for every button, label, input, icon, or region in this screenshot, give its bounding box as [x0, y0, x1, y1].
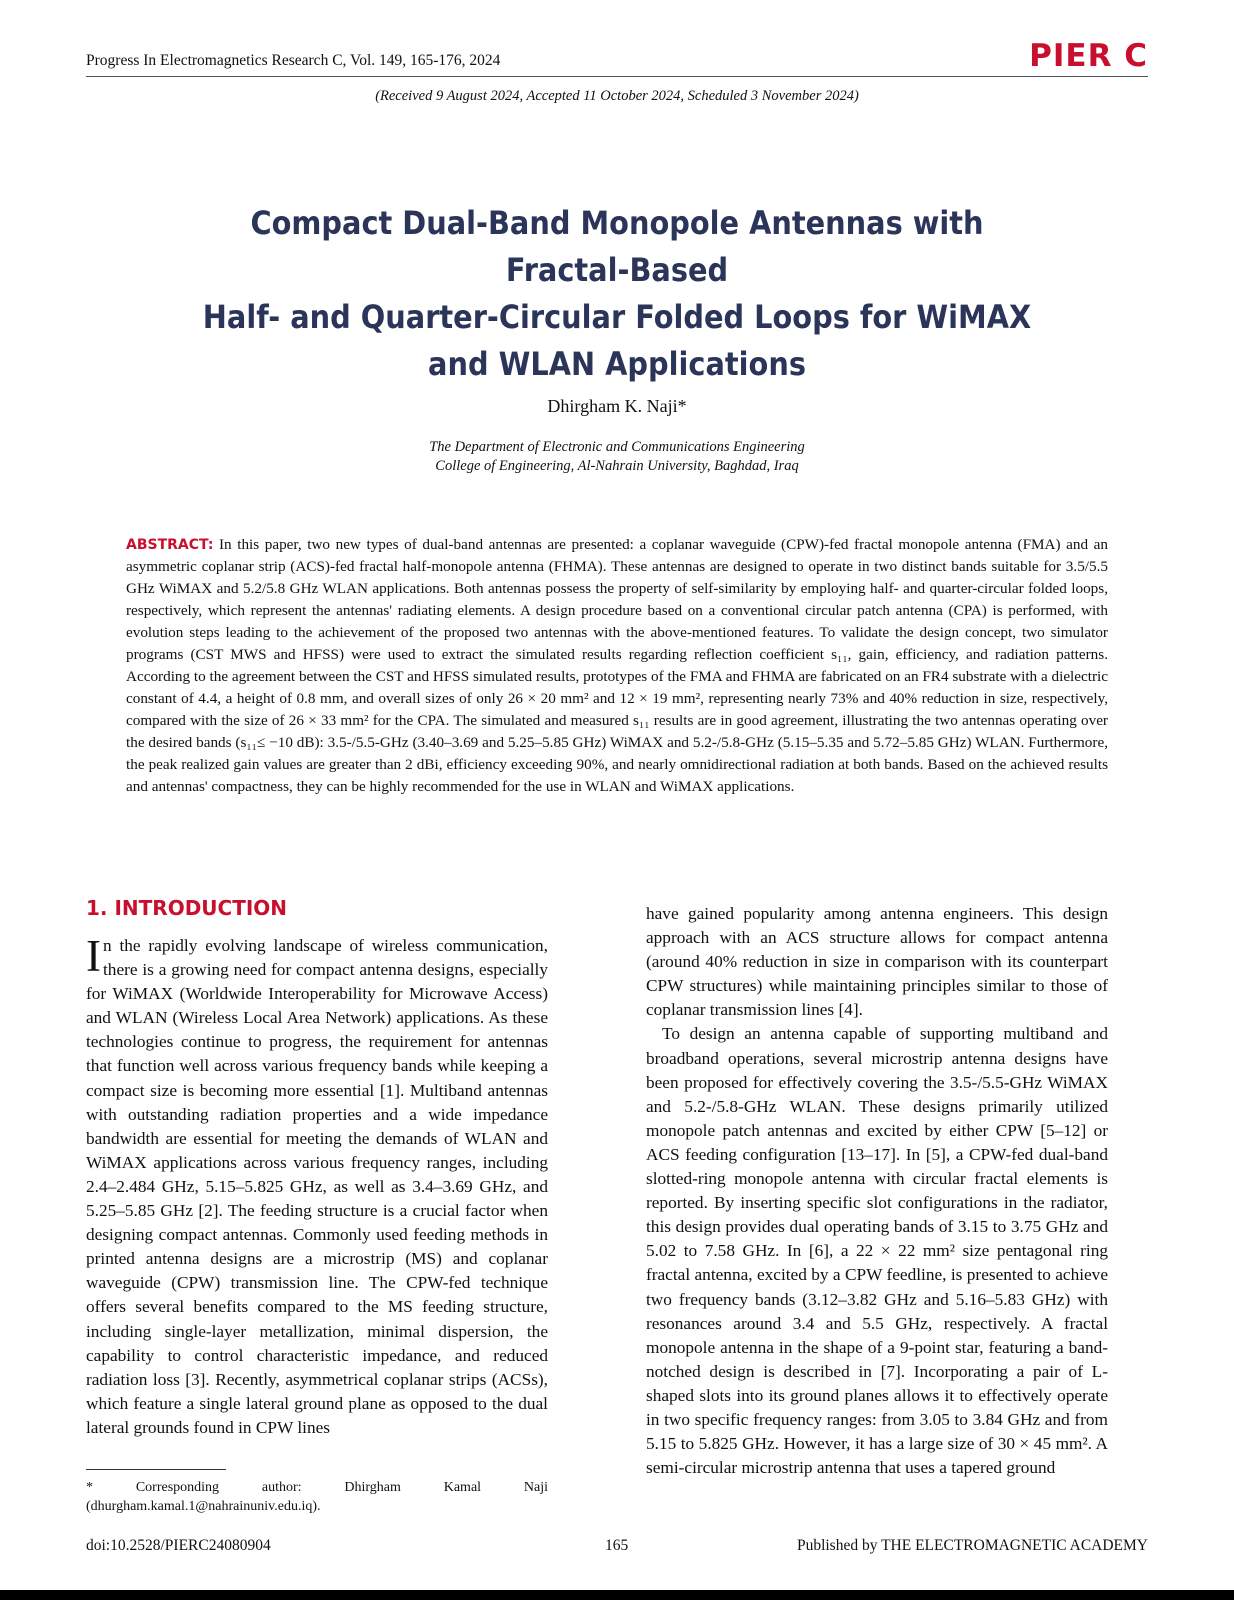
- abstract-text: In this paper, two new types of dual-band antennas are presented: a coplanar waveguide (CPW)-fed fractal monopole antenna (FMA) and an asymmetric coplanar strip (ACS)-fed fractal half-monopole antenna (FHMA). These antennas are designed to operate in two distinct bands suitable for 3.5/5.5 GHz WiMAX and 5.2/5.8 GHz WLAN applications. Both antennas possess the property of self-similarity by employing half- and quarter-circular folded loops, respectively, which represent the antennas' radiating elements. A design procedure based on a conventional circular patch antenna (CPA) is performed, with evolution steps leading to the achievement of the proposed two antennas with the above-mentioned features. To validate the design concept, two simulator programs (CST MWS and HFSS) were used to extract the simulated results regarding reflection coefficient s₁₁, gain, efficiency, and radiation patterns. According to the agreement between the CST and HFSS simulated results, prototypes of the FMA and FHMA are fabricated on an FR4 substrate with a dielectric constant of 4.4, a height of 0.8 mm, and overall sizes of only 26 × 20 mm² and 12 × 19 mm², representing nearly 73% and 40% reduction in size, respectively, compared with the size of 26 × 33 mm² for the CPA. The simulated and measured s₁₁ results are in good agreement, illustrating the two antennas operating over the desired bands (s₁₁≤ −10 dB): 3.5-/5.5-GHz (3.40–3.69 and 5.25–5.85 GHz) WiMAX and 5.2-/5.8-GHz (5.15–5.35 and 5.72–5.85 GHz) WLAN. Furthermore, the peak realized gain values are greater than 2 dBi, efficiency exceeding 90%, and nearly omnidirectional radiation at both bands. Based on the achieved results and antennas' compactness, they can be highly recommended for the use in WLAN and WiMAX applications.: [126, 536, 1108, 795]
- title-line: Compact Dual-Band Monopole Antennas with Fractal-Based: [250, 204, 984, 289]
- publisher: Published by THE ELECTROMAGNETIC ACADEMY: [796, 1537, 1148, 1554]
- paper-title: [188, 200, 1047, 388]
- affiliation-line: College of Engineering, Al-Nahrain University, Baghdad, Iraq: [435, 458, 799, 474]
- page-number: 165: [605, 1537, 629, 1554]
- corresponding-author-footnote: * Corresponding author: Dhirgham Kamal Naji (dhurgham.kamal.1@nahrainuniv.edu.iq).: [86, 1480, 548, 1514]
- section-heading: 1. INTRODUCTION: [86, 896, 288, 920]
- intro-paragraph-2: To design an antenna capable of supporting multiband and broadband operations, several microstrip antenna designs have been proposed for effectively covering the 3.5-/5.5-GHz WiMAX and 5.2-/5.8-GHz WLAN. These designs primarily utilized monopole patch antennas and excited by either CPW [5–12] or ACS feeding configuration [13–17]. In [5], a CPW-fed dual-band slotted-ring monopole antenna with circular fractal elements is reported. By inserting specific slot configurations in the radiator, this design provides dual operating bands of 3.15 to 3.75 GHz and 5.02 to 7.58 GHz. In [6], a 22 × 22 mm² size pentagonal ring fractal antenna, excited by a CPW feedline, is presented to achieve two frequency bands (3.12–3.82 GHz and 5.16–5.83 GHz) with resonances around 3.4 and 5.5 GHz, respectively. A fractal monopole antenna in the shape of a 9-point star, featuring a band-notched design is described in [7]. Incorporating a pair of L-shaped slots into its ground planes allows it to effectively operate in two specific frequency ranges: from 3.05 to 3.84 GHz and from 5.15 to 5.825 GHz. However, it has a large size of 30 × 45 mm². A semi-circular microstrip antenna that uses a tapered ground: [646, 1024, 1108, 1478]
- title-line: Half- and Quarter-Circular Folded Loops for WiMAX: [202, 298, 1032, 336]
- bottom-border: [0, 1590, 1234, 1600]
- journal-citation: Progress In Electromagnetics Research C, Vol. 149, 165-176, 2024: [86, 52, 501, 69]
- intro-text-left: n the rapidly evolving landscape of wireless communication, there is a growing need for compact antenna designs, especially for WiMAX (Worldwide Interoperability for Microwave Access) and WLAN (Wireless Local Area Network) applications. As these technologies continue to progress, the requirement for antennas that function well across various frequency bands while keeping a compact size is becoming more essential [1]. Multiband antennas with outstanding radiation properties and a wide impedance bandwidth are essential for meeting the demands of WLAN and WiMAX applications across various frequency ranges, including 2.4–2.484 GHz, 5.15–5.825 GHz, as well as 3.4–3.69 GHz, and 5.25–5.85 GHz [2]. The feeding structure is a crucial factor when designing compact antennas. Commonly used feeding methods in printed antenna designs are a microstrip (MS) and coplanar waveguide (CPW) transmission line. The CPW-fed technique offers several benefits compared to the MS feeding structure, including single-layer metallization, minimal dispersion, the capability to control characteristic impedance, and reduced radiation loss [3]. Recently, asymmetrical coplanar strips (ACSs), which feature a single lateral ground plane as opposed to the dual lateral grounds found in CPW lines: [86, 936, 548, 1437]
- abstract-label: ABSTRACT:: [126, 537, 214, 553]
- left-column: [86, 896, 548, 1440]
- abstract: [126, 534, 1108, 798]
- right-column: [646, 902, 1108, 1480]
- received-dates: (Received 9 August 2024, Accepted 11 October 2024, Scheduled 3 November 2024): [375, 88, 859, 104]
- intro-paragraph-continued: have gained popularity among antenna engineers. This design approach with an ACS structure allows for compact antenna (around 40% reduction in size in comparison with its counterpart CPW structures) while maintaining principles similar to those of coplanar transmission lines [4].: [646, 904, 1108, 1020]
- intro-paragraph: [86, 931, 548, 1440]
- doi: doi:10.2528/PIERC24080904: [86, 1537, 271, 1554]
- footnote-rule: [86, 1469, 226, 1470]
- author-name: Dhirgham K. Naji*: [547, 396, 687, 416]
- affiliation-line: The Department of Electronic and Communications Engineering: [429, 439, 805, 455]
- affiliation: [0, 438, 1234, 476]
- drop-cap: I: [86, 931, 101, 981]
- running-header: [86, 38, 1148, 77]
- pier-c-logo: PIER C: [1029, 38, 1148, 74]
- title-line: and WLAN Applications: [428, 345, 806, 383]
